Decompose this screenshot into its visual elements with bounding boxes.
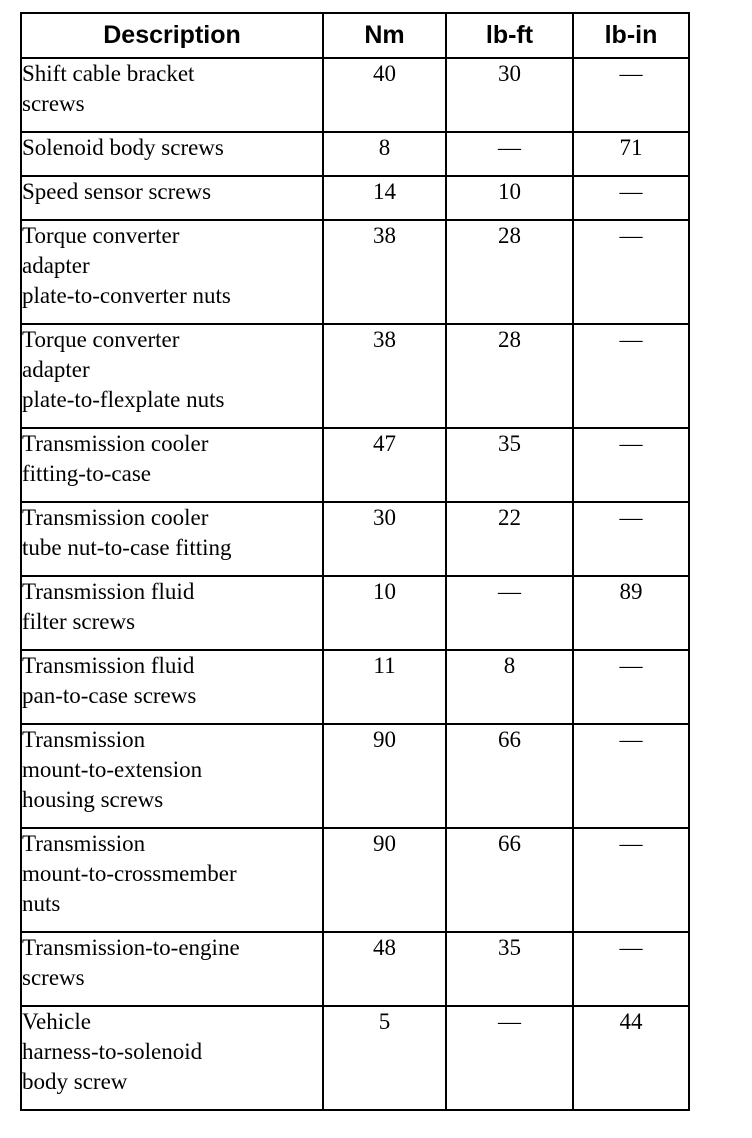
header-lbft: lb-ft [446, 13, 573, 58]
cell-nm: 10 [323, 576, 446, 650]
cell-lbft: 35 [446, 932, 573, 1006]
cell-lbft: 10 [446, 176, 573, 220]
cell-description: Solenoid body screws [21, 132, 323, 176]
cell-description: Transmission mount-to-extension housing screws [21, 724, 323, 828]
cell-lbft: 28 [446, 220, 573, 324]
table-row [21, 176, 689, 220]
cell-lbin: — [573, 428, 689, 502]
cell-lbft: 66 [446, 828, 573, 932]
cell-description: Speed sensor screws [21, 176, 323, 220]
cell-lbin: — [573, 176, 689, 220]
cell-lbin: 71 [573, 132, 689, 176]
cell-nm: 14 [323, 176, 446, 220]
cell-nm: 11 [323, 650, 446, 724]
header-description: Description [21, 13, 323, 58]
table-row [21, 724, 689, 828]
table-row [21, 132, 689, 176]
cell-description: Transmission fluid filter screws [21, 576, 323, 650]
cell-lbin: — [573, 324, 689, 428]
cell-nm: 90 [323, 828, 446, 932]
table-row [21, 828, 689, 932]
cell-description: Transmission fluid pan-to-case screws [21, 650, 323, 724]
cell-description: Shift cable bracket screws [21, 58, 323, 132]
cell-nm: 5 [323, 1006, 446, 1110]
cell-lbin: — [573, 220, 689, 324]
table-row [21, 932, 689, 1006]
cell-lbft: 66 [446, 724, 573, 828]
cell-nm: 8 [323, 132, 446, 176]
cell-lbft: 8 [446, 650, 573, 724]
cell-lbin: — [573, 502, 689, 576]
cell-lbin: — [573, 650, 689, 724]
cell-lbft: 30 [446, 58, 573, 132]
cell-lbin: — [573, 58, 689, 132]
cell-nm: 48 [323, 932, 446, 1006]
header-row [21, 13, 689, 58]
table-row [21, 1006, 689, 1110]
header-nm: Nm [323, 13, 446, 58]
table-row [21, 502, 689, 576]
cell-lbin: — [573, 932, 689, 1006]
table-row [21, 650, 689, 724]
cell-description: Transmission cooler tube nut-to-case fitting [21, 502, 323, 576]
cell-description: Transmission cooler fitting-to-case [21, 428, 323, 502]
table-row [21, 576, 689, 650]
table-row [21, 428, 689, 502]
cell-description: Transmission-to-engine screws [21, 932, 323, 1006]
table-row [21, 324, 689, 428]
cell-lbin: — [573, 828, 689, 932]
cell-lbft: — [446, 576, 573, 650]
cell-description: Torque converter adapter plate-to-converter nuts [21, 220, 323, 324]
cell-lbft: — [446, 1006, 573, 1110]
cell-lbin: — [573, 724, 689, 828]
cell-lbft: 35 [446, 428, 573, 502]
cell-description: Torque converter adapter plate-to-flexplate nuts [21, 324, 323, 428]
cell-lbft: 22 [446, 502, 573, 576]
cell-lbin: 44 [573, 1006, 689, 1110]
cell-nm: 38 [323, 220, 446, 324]
torque-spec-table [20, 12, 690, 1111]
cell-lbft: 28 [446, 324, 573, 428]
cell-nm: 47 [323, 428, 446, 502]
cell-nm: 30 [323, 502, 446, 576]
header-lbin: lb-in [573, 13, 689, 58]
cell-nm: 38 [323, 324, 446, 428]
cell-lbin: 89 [573, 576, 689, 650]
cell-lbft: — [446, 132, 573, 176]
cell-description: Transmission mount-to-crossmember nuts [21, 828, 323, 932]
cell-nm: 40 [323, 58, 446, 132]
cell-description: Vehicle harness-to-solenoid body screw [21, 1006, 323, 1110]
table-row [21, 220, 689, 324]
table-row [21, 58, 689, 132]
cell-nm: 90 [323, 724, 446, 828]
